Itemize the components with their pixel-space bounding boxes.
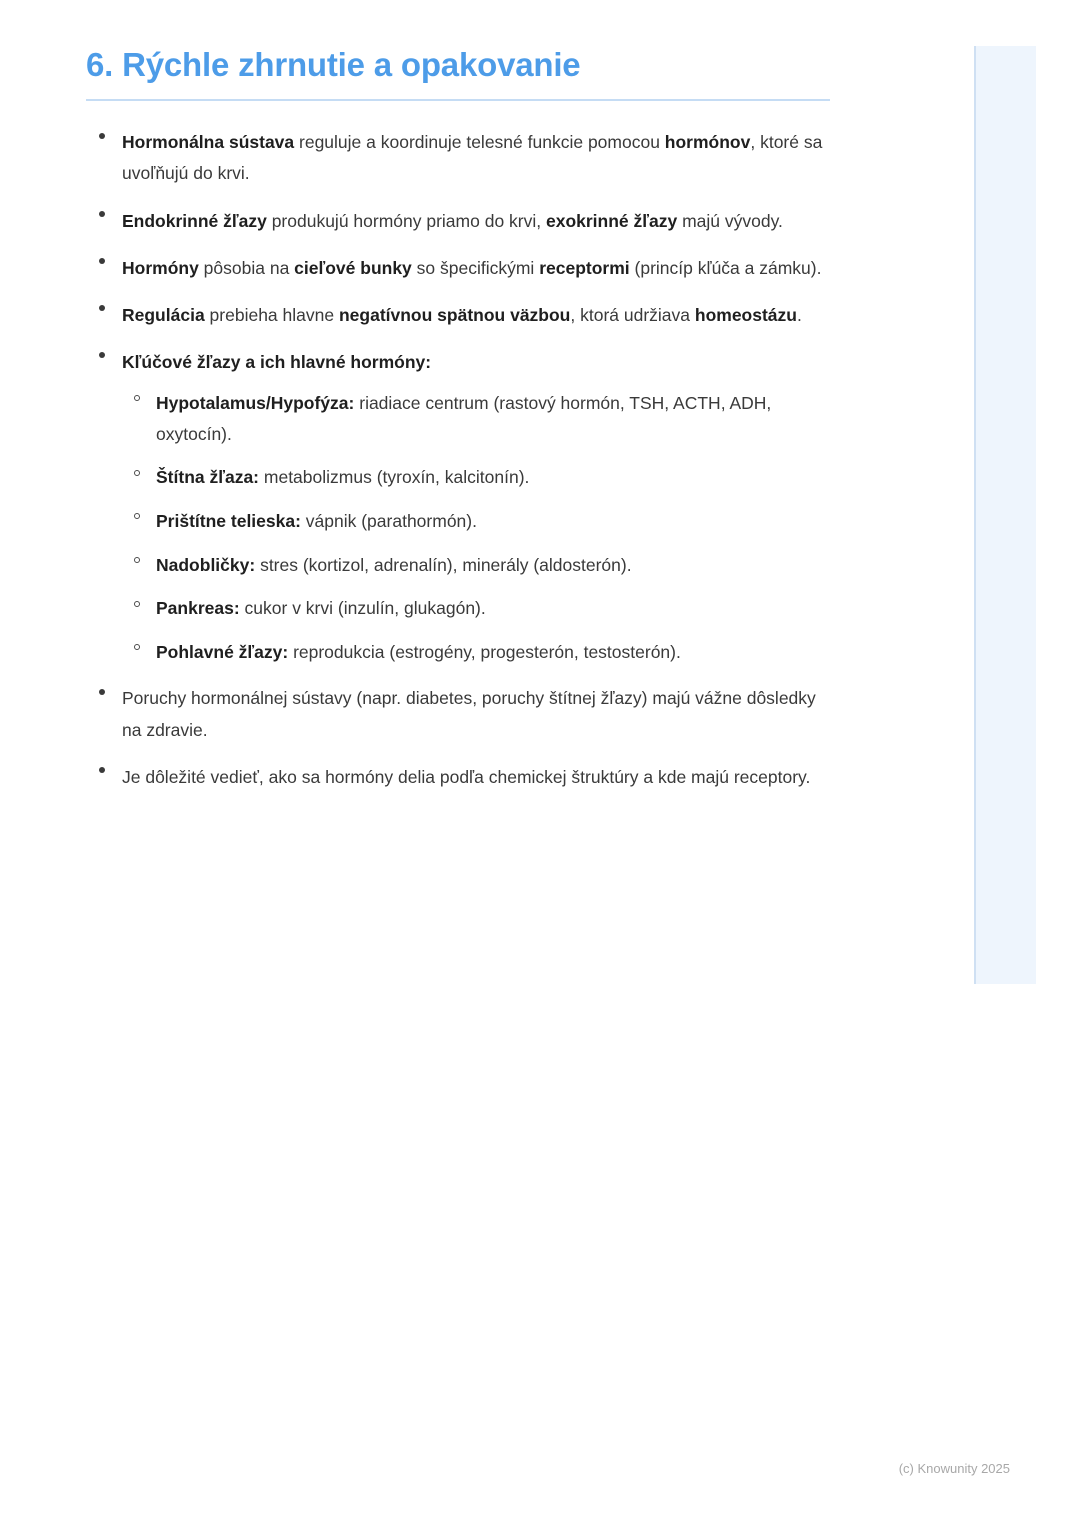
list-item xyxy=(86,253,832,284)
emphasis-text: Regulácia xyxy=(122,304,205,325)
emphasis-text: Hormóny xyxy=(122,257,199,278)
bullet-circle-icon xyxy=(134,557,140,563)
sub-list-item-text xyxy=(156,555,632,575)
list-item xyxy=(86,127,832,189)
emphasis-text: Štítna žľaza: xyxy=(156,467,260,488)
list-item-heading-text xyxy=(122,352,431,372)
title-divider xyxy=(86,99,830,101)
body-text: so špecifickými xyxy=(411,257,540,278)
sub-bullet-list xyxy=(122,388,832,667)
body-text: stres (kortizol, adrenalín), minerály (aldosterón). xyxy=(255,554,632,575)
list-item xyxy=(86,347,832,668)
bullet-dot-icon xyxy=(99,258,105,264)
body-text: majú vývody. xyxy=(677,210,783,231)
bullet-dot-icon xyxy=(99,305,105,311)
list-item-text xyxy=(122,305,802,325)
list-item xyxy=(86,206,832,237)
list-item-text xyxy=(122,688,816,739)
body-text: (princíp kľúča a zámku). xyxy=(629,257,822,278)
sub-list-item xyxy=(122,388,832,449)
body-text: . xyxy=(796,304,802,325)
sub-list-item-text xyxy=(156,598,486,618)
emphasis-text: Endokrinné žľazy xyxy=(122,210,267,231)
list-item xyxy=(86,683,832,745)
emphasis-text: exokrinné žľazy xyxy=(545,210,678,231)
sub-list-item xyxy=(122,462,832,493)
body-text: reprodukcia (estrogény, progesterón, testosterón). xyxy=(288,641,681,662)
emphasis-text: Pohlavné žľazy: xyxy=(156,641,289,662)
emphasis-text: negatívnou spätnou väzbou xyxy=(338,304,571,325)
body-text: riadiace centrum (rastový hormón, TSH, ACTH, ADH, oxytocín). xyxy=(156,393,772,444)
body-text: reguluje a koordinuje telesné funkcie pomocou xyxy=(294,132,665,153)
emphasis-text: Nadobličky: xyxy=(156,554,256,575)
sub-list-item-text xyxy=(156,467,529,487)
bullet-circle-icon xyxy=(134,601,140,607)
body-text: , ktorá udržiava xyxy=(570,304,695,325)
body-text: , ktoré sa uvoľňujú do krvi. xyxy=(122,132,823,184)
emphasis-text: Kľúčové žľazy a ich hlavné hormóny: xyxy=(122,351,432,372)
body-text: vápnik (parathormón). xyxy=(300,510,477,531)
bullet-circle-icon xyxy=(134,644,140,650)
sub-list-item xyxy=(122,637,832,668)
sub-list-item-text xyxy=(156,642,681,662)
bullet-dot-icon xyxy=(99,767,105,773)
document-content xyxy=(86,44,832,809)
sub-list-item xyxy=(122,593,832,624)
bullet-dot-icon xyxy=(99,689,105,695)
bullet-circle-icon xyxy=(134,470,140,476)
emphasis-text: receptormi xyxy=(539,257,630,278)
bullet-dot-icon xyxy=(99,352,105,358)
body-text: metabolizmus (tyroxín, kalcitonín). xyxy=(259,467,530,488)
emphasis-text: hormónov xyxy=(664,132,751,153)
body-text: Je dôležité vedieť, ako sa hormóny delia podľa chemickej štruktúry a kde majú receptory. xyxy=(122,766,811,787)
body-text: produkujú hormóny priamo do krvi, xyxy=(266,210,546,231)
emphasis-text: homeostázu xyxy=(694,304,797,325)
copyright-footer: (c) Knowunity 2025 xyxy=(898,1461,1010,1476)
summary-bullet-list xyxy=(86,127,832,793)
body-text: prebieha hlavne xyxy=(204,304,339,325)
list-item-text xyxy=(122,211,783,231)
sub-list-item xyxy=(122,550,832,581)
body-text: cukor v krvi (inzulín, glukagón). xyxy=(239,598,486,619)
list-item xyxy=(86,762,832,793)
body-text: Poruchy hormonálnej sústavy (napr. diabetes, poruchy štítnej žľazy) majú vážne dôsledky na zdravie. xyxy=(122,688,816,740)
bullet-circle-icon xyxy=(134,395,140,401)
emphasis-text: cieľové bunky xyxy=(294,257,412,278)
list-item-text xyxy=(122,258,821,278)
body-text: pôsobia na xyxy=(198,257,295,278)
emphasis-text: Hypotalamus/Hypofýza: xyxy=(156,393,355,414)
list-item-text xyxy=(122,767,810,787)
sub-list-item-text xyxy=(156,393,771,444)
bullet-dot-icon xyxy=(99,133,105,139)
sub-list-item-text xyxy=(156,511,477,531)
emphasis-text: Pankreas: xyxy=(156,598,240,619)
emphasis-text: Prištítne telieska: xyxy=(156,510,301,531)
sub-list-item xyxy=(122,506,832,537)
bullet-dot-icon xyxy=(99,211,105,217)
list-item-text xyxy=(122,132,822,183)
bullet-circle-icon xyxy=(134,513,140,519)
list-item xyxy=(86,300,832,331)
emphasis-text: Hormonálna sústava xyxy=(122,132,295,153)
page-title: 6. Rýchle zhrnutie a opakovanie xyxy=(86,46,581,83)
decorative-side-bar xyxy=(974,46,1036,984)
